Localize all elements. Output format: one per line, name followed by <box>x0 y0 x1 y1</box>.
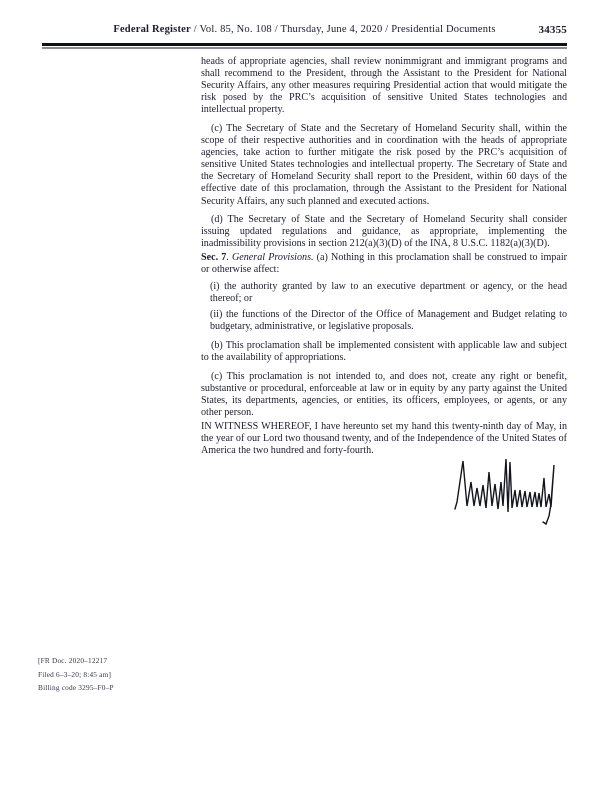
document-body <box>201 51 567 457</box>
fr-doc-line: [FR Doc. 2020–12217 <box>38 656 108 665</box>
section-7-paragraph <box>201 252 567 276</box>
subitem-i: (i) the authority granted by law to an executive department or agency, or the head thereof; or <box>210 280 567 304</box>
section-7-rest: (a) Nothing in this proclamation shall be construed to impair or otherwise affect: <box>201 251 567 275</box>
paragraph-b-implementation: (b) This proclamation shall be implemented consistent with applicable law and subject to the availability of appropriations. <box>201 339 567 364</box>
paragraph-c-no-rights: (c) This proclamation is not intended to, and does not, create any right or benefit, substantive or procedural, enforceable at law or in equity by any party against the United States, its departments, agencies, or entities, its officers, employees, or agents, or any other person. <box>201 370 567 418</box>
paragraph-c-mitigation: (c) The Secretary of State and the Secretary of Homeland Security shall, within the scope of their respective authorities and in coordination with the heads of appropriate agencies, take action to further mitigate the risk posed by the PRC’s acquisition of sensitive United States technologies and intellectual property. The Secretary of State and the Secretary of Homeland Security shall report to the President, within 60 days of the effective date of this proclamation, through the Assistant to the President for National Security Affairs, any such planned and executed actions. <box>201 122 567 207</box>
section-7-separator: . <box>226 251 232 263</box>
page-number: 34355 <box>538 24 567 36</box>
header-rule-thick <box>42 43 567 46</box>
filing-info <box>38 654 114 695</box>
issue-info: / Vol. 85, No. 108 / Thursday, June 4, 2020 / Presidential Documents <box>190 24 496 35</box>
header-citation <box>42 24 567 35</box>
running-header <box>42 24 567 40</box>
section-7-number: Sec. 7 <box>201 251 227 263</box>
header-divider <box>42 43 567 49</box>
witness-clause: IN WITNESS WHEREOF, I have hereunto set my hand this twenty-ninth day of May, in the year of our Lord two thousand twenty, and of the Independence of the United States of America the two hundred and forty-fourth. <box>201 421 567 457</box>
subitem-ii: (ii) the functions of the Director of the Office of Management and Budget relating to budgetary, administrative, or legislative proposals. <box>210 309 567 333</box>
paragraph-continuation: heads of appropriate agencies, shall review nonimmigrant and immigrant programs and shall recommend to the President, through the Assistant to the President for National Security Affairs, any other measures requiring Presidential action that would mitigate the risk posed by the PRC’s acquisition of sensitive United States technologies and intellectual property. <box>201 56 567 116</box>
paragraph-d-regulations: (d) The Secretary of State and the Secretary of Homeland Security shall consider issuing updated regulations and guidance, as appropriate, implementing the inadmissibility provisions in section 212(a)(3)(D) of the INA, 8 U.S.C. 1182(a)(3)(D). <box>201 214 567 250</box>
journal-name: Federal Register <box>113 24 191 35</box>
filed-line: Filed 6–3–20; 8:45 am] <box>38 669 112 679</box>
presidential-signature <box>438 452 578 542</box>
section-7-title: General Provisions. <box>231 251 314 263</box>
header-rule-thin <box>42 47 567 49</box>
signature-icon <box>438 452 578 542</box>
billing-code-line: Billing code 3295–F0–P <box>38 683 114 692</box>
